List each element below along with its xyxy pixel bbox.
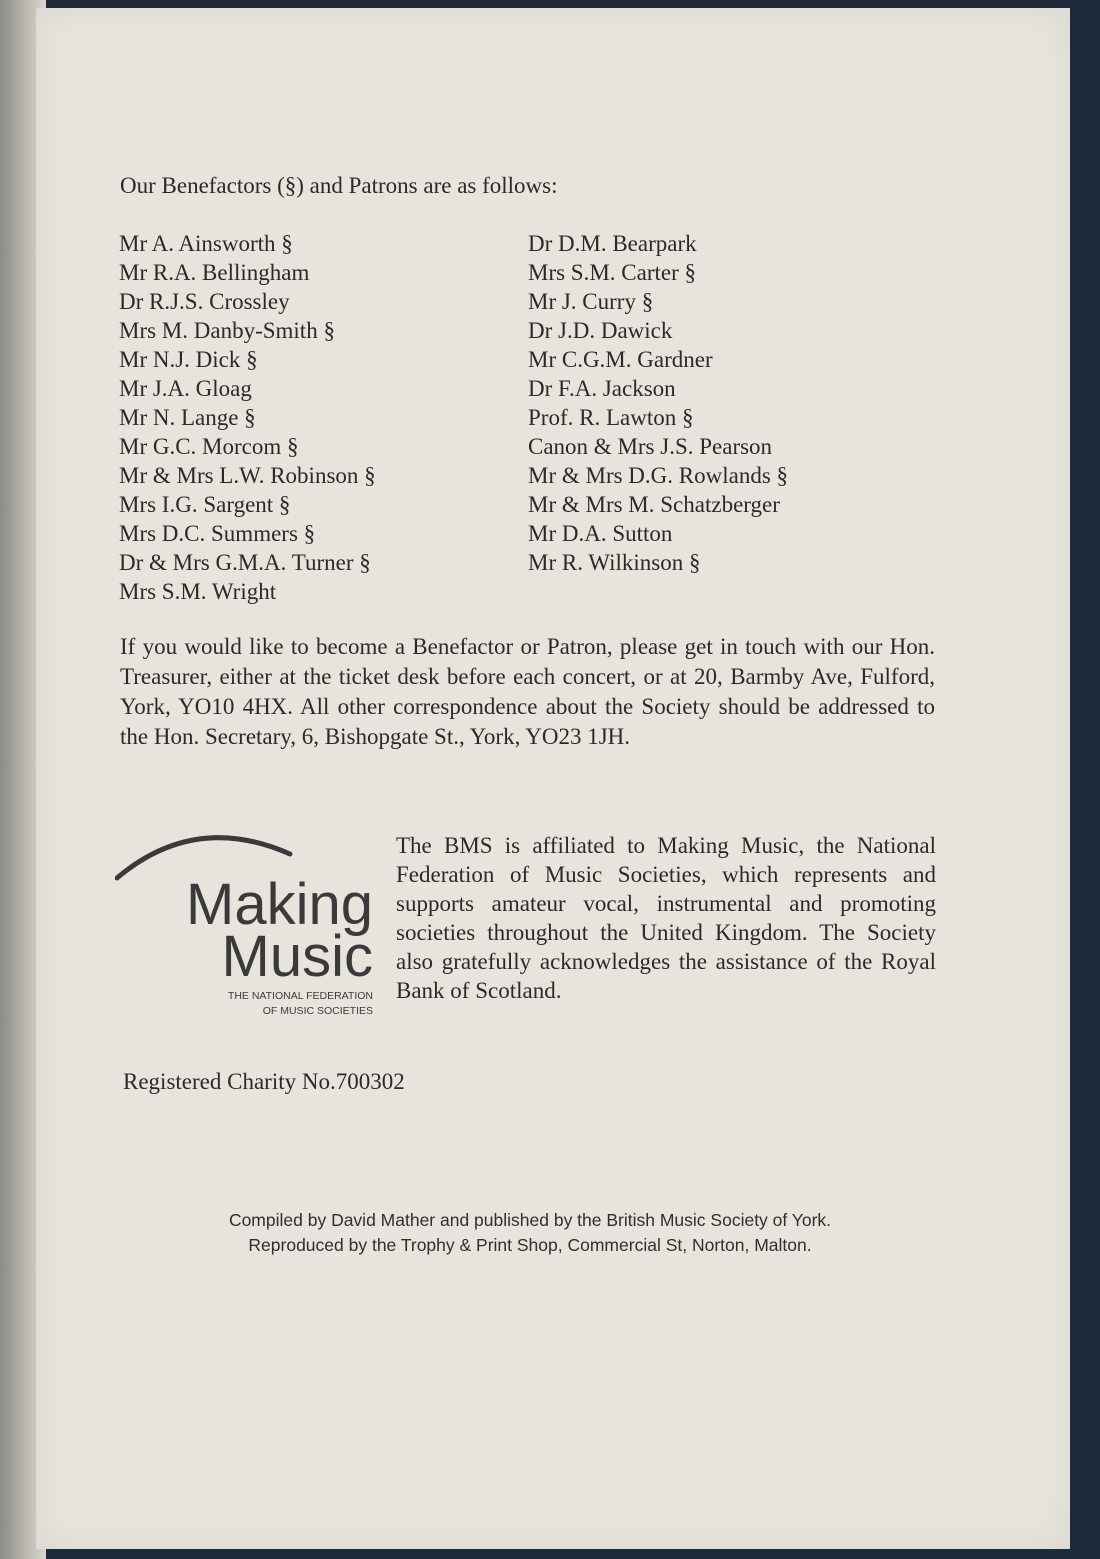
logo-line1: Making (186, 872, 373, 937)
footer-line-1: Compiled by David Mather and published by the British Music Society of York. (228, 1210, 832, 1230)
logo-line2: Music (221, 924, 373, 989)
logo-tagline2: OF MUSIC SOCIETIES (262, 1005, 373, 1017)
patron-name: Mr & Mrs M. Schatzberger (528, 492, 780, 517)
making-music-logo (115, 820, 380, 1020)
charity-number: Registered Charity No.700302 (123, 1069, 405, 1094)
patron-name: Mr J.A. Gloag (119, 376, 252, 401)
patron-name: Mr N. Lange § (119, 405, 256, 430)
patron-name: Mr N.J. Dick § (119, 347, 258, 372)
patron-name: Mrs D.C. Summers § (119, 521, 316, 546)
patron-name: Mr R.A. Bellingham (119, 260, 310, 285)
patrons-right-column (528, 229, 788, 577)
patrons-left-column (119, 229, 376, 606)
patron-name: Prof. R. Lawton § (528, 405, 694, 430)
patron-name: Mr C.G.M. Gardner (528, 347, 713, 372)
patron-name: Mrs S.M. Carter § (528, 260, 697, 285)
patron-name: Dr F.A. Jackson (528, 376, 676, 401)
patron-name: Dr & Mrs G.M.A. Turner § (119, 550, 371, 575)
patron-name: Mr G.C. Morcom § (119, 434, 299, 459)
patron-name: Mr J. Curry § (528, 289, 654, 314)
patron-name: Dr D.M. Bearpark (528, 231, 697, 256)
patron-name: Dr J.D. Dawick (528, 318, 673, 343)
patron-name: Dr R.J.S. Crossley (119, 289, 290, 314)
patron-name: Mr A. Ainsworth § (119, 231, 293, 256)
patron-name: Mr & Mrs L.W. Robinson § (119, 463, 376, 488)
patron-name: Mr & Mrs D.G. Rowlands § (528, 463, 789, 488)
contact-paragraph: If you would like to become a Benefactor or Patron, please get in touch with our Hon. Treasurer, either at the ticket desk before each concert, or at 20, Barmby Ave, Fulford, York, YO10 4HX. All other correspondence about the Society should be addressed to the Hon. Secretary, 6, Bishopgate St., York, YO23 1JH. (120, 634, 935, 749)
footer (120, 1208, 940, 1258)
patron-name: Mrs S.M. Wright (119, 579, 277, 604)
footer-line-2: Reproduced by the Trophy & Print Shop, Commercial St, Norton, Malton. (248, 1235, 812, 1255)
affiliation-paragraph: The BMS is affiliated to Making Music, the National Federation of Music Societies, which represents and supports amateur vocal, instrumental and promoting societies throughout the United Kingdom. The Society also gratefully acknowledges the assistance of the Royal Bank of Scotland. (396, 833, 936, 1003)
patron-name: Mrs M. Danby-Smith § (119, 318, 335, 343)
intro-heading: Our Benefactors (§) and Patrons are as follows: (120, 173, 558, 198)
patron-name: Mrs I.G. Sargent § (119, 492, 291, 517)
logo-tagline1: THE NATIONAL FEDERATION (227, 990, 373, 1002)
patron-name: Mr R. Wilkinson § (528, 550, 701, 575)
patron-name: Canon & Mrs J.S. Pearson (528, 434, 773, 459)
patron-name: Mr D.A. Sutton (528, 521, 673, 546)
